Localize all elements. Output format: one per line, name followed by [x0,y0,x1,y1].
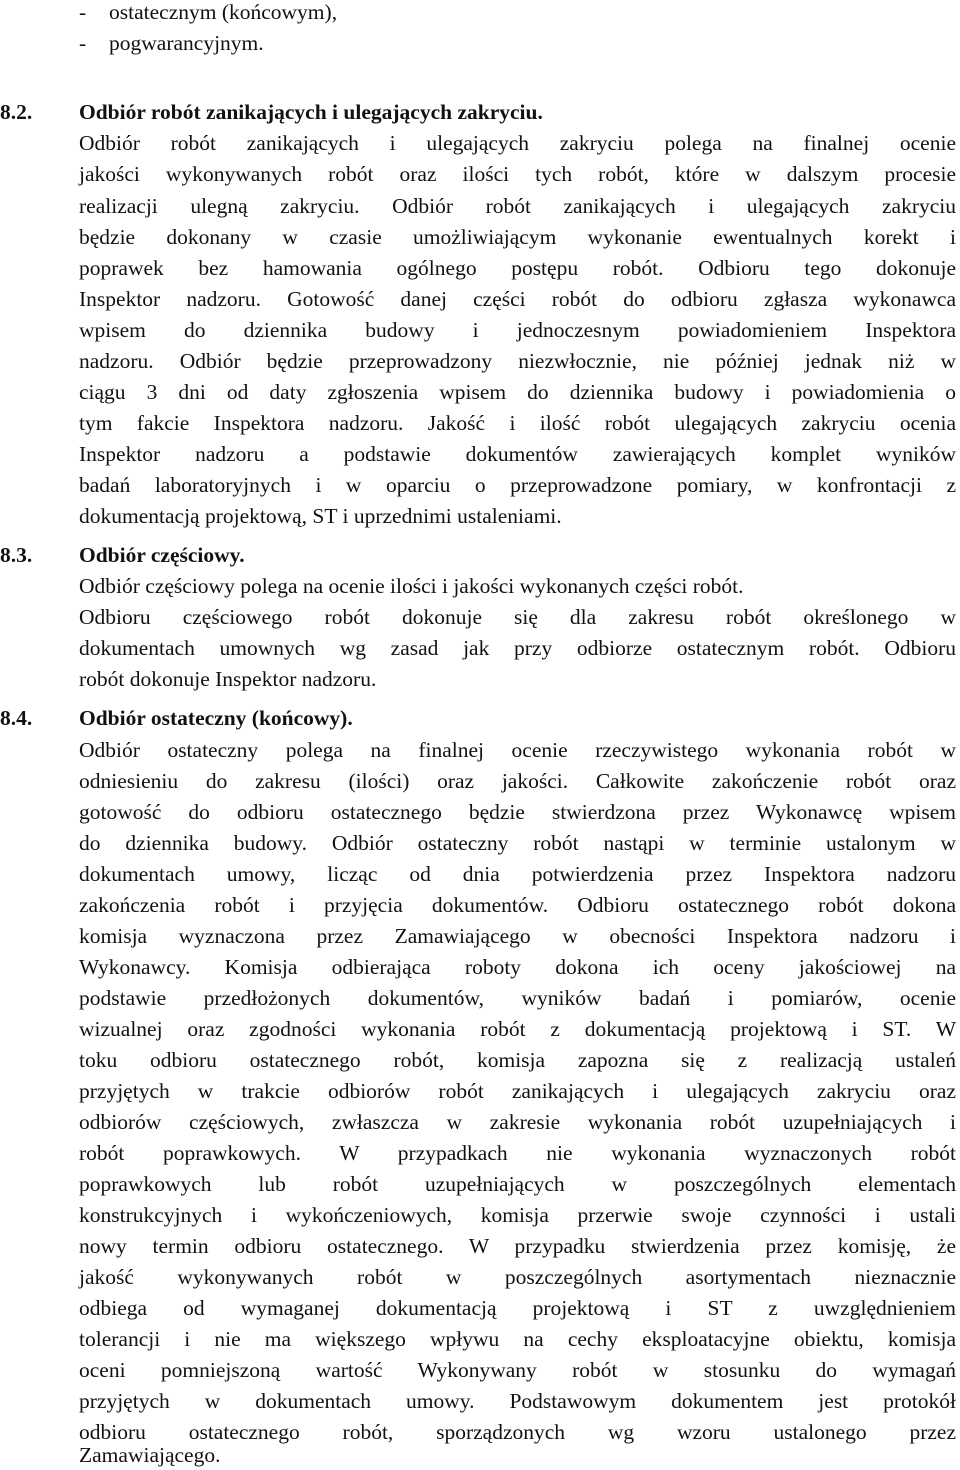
paragraph-line: zakończenia robót i przyjęcia dokumentów. Odbioru ostatecznego robót dokona [79,893,956,917]
paragraph-line: Odbioru częściowego robót dokonuje się dla zakresu robót określonego w [79,605,956,629]
paragraph-line: odbiega od wymaganej dokumentacją projektową i ST z uwzględnieniem [79,1296,956,1320]
section-number: 8.2. [0,100,33,124]
paragraph-line: robót dokonuje Inspektor nadzoru. [79,667,377,691]
paragraph-line: Zamawiającego. [79,1443,221,1467]
paragraph-line: poprawek bez hamowania ogólnego postępu robót. Odbioru tego dokonuje [79,256,956,280]
section-heading: Odbiór częściowy. [79,543,245,567]
paragraph-line: gotowość do odbioru ostatecznego będzie stwierdzona przez Wykonawcę wpisem [79,800,956,824]
paragraph-line: dokumentach umownych wg zasad jak przy odbiorze ostatecznym robót. Odbioru [79,636,956,660]
bullet-text: pogwarancyjnym. [109,31,264,55]
paragraph-line: dokumentacją projektową, ST i uprzednimi ustaleniami. [79,504,562,528]
paragraph-line: przyjętych w trakcie odbiorów robót zanikających i ulegających zakryciu oraz [79,1079,956,1103]
paragraph-line: będzie dokonany w czasie umożliwiającym wykonanie ewentualnych korekt i [79,225,956,249]
paragraph-line: dokumentach umowy, licząc od dnia potwierdzenia przez Inspektora nadzoru [79,862,956,886]
paragraph-line: odbioru ostatecznego robót, sporządzonych wg wzoru ustalonego przez [79,1420,956,1444]
paragraph-line: Odbiór ostateczny polega na finalnej ocenie rzeczywistego wykonania robót w [79,738,956,762]
bullet-dash: - [79,31,87,55]
bullet-dash: - [79,0,87,24]
paragraph-line: poprawkowych lub robót uzupełniających w poszczególnych elementach [79,1172,956,1196]
paragraph-line: Inspektor nadzoru a podstawie dokumentów zawierających komplet wyników [79,442,956,466]
paragraph-line: odbiorów częściowych, zwłaszcza w zakresie wykonania robót uzupełniających i [79,1110,956,1134]
paragraph-line: podstawie przedłożonych dokumentów, wyników badań i pomiarów, ocenie [79,986,956,1010]
paragraph-line: nadzoru. Odbiór będzie przeprowadzony niezwłocznie, nie później jednak niż w [79,349,956,373]
paragraph-line: Odbiór częściowy polega na ocenie ilości i jakości wykonanych części robót. [79,574,744,598]
paragraph-line: do dziennika budowy. Odbiór ostateczny robót nastąpi w terminie ustalonym w [79,831,956,855]
paragraph-line: realizacji ulegną zakryciu. Odbiór robót zanikających i ulegających zakryciu [79,194,956,218]
paragraph-line: konstrukcyjnych i wykończeniowych, komisja przerwie swoje czynności i ustali [79,1203,956,1227]
paragraph-line: nowy termin odbioru ostatecznego. W przypadku stwierdzenia przez komisję, że [79,1234,956,1258]
paragraph-line: komisja wyznaczona przez Zamawiającego w obecności Inspektora nadzoru i [79,924,956,948]
paragraph-line: ciągu 3 dni od daty zgłoszenia wpisem do dziennika budowy i powiadomienia o [79,380,956,404]
paragraph-line: toku odbioru ostatecznego robót, komisja zapozna się z realizacją ustaleń [79,1048,956,1072]
paragraph-line: przyjętych w dokumentach umowy. Podstawowym dokumentem jest protokół [79,1389,956,1413]
paragraph-line: wpisem do dziennika budowy i jednoczesnym powiadomieniem Inspektora [79,318,956,342]
section-heading: Odbiór robót zanikających i ulegających zakryciu. [79,100,543,124]
paragraph-line: wizualnej oraz zgodności wykonania robót z dokumentacją projektową i ST. W [79,1017,956,1041]
section-number: 8.4. [0,706,33,730]
paragraph-line: Wykonawcy. Komisja odbierająca roboty dokona ich oceny jakościowej na [79,955,956,979]
paragraph-line: oceni pomniejszoną wartość Wykonywany robót w stosunku do wymagań [79,1358,956,1382]
section-number: 8.3. [0,543,33,567]
paragraph-line: tym fakcie Inspektora nadzoru. Jakość i ilość robót ulegających zakryciu ocenia [79,411,956,435]
paragraph-line: tolerancji i nie ma większego wpływu na cechy eksploatacyjne obiektu, komisja [79,1327,956,1351]
paragraph-line: odniesieniu do zakresu (ilości) oraz jakości. Całkowite zakończenie robót oraz [79,769,956,793]
paragraph-line: Odbiór robót zanikających i ulegających zakryciu polega na finalnej ocenie [79,131,956,155]
paragraph-line: badań laboratoryjnych i w oparciu o przeprowadzone pomiary, w konfrontacji z [79,473,956,497]
paragraph-line: robót poprawkowych. W przypadkach nie wykonania wyznaczonych robót [79,1141,956,1165]
bullet-item [79,0,337,27]
paragraph-line: Inspektor nadzoru. Gotowość danej części robót do odbioru zgłasza wykonawca [79,287,956,311]
paragraph-line: jakości wykonywanych robót oraz ilości tych robót, które w dalszym procesie [79,162,956,186]
bullet-item [79,28,264,58]
section-heading: Odbiór ostateczny (końcowy). [79,706,353,730]
bullet-text: ostatecznym (końcowym), [109,0,338,24]
paragraph-line: jakość wykonywanych robót w poszczególnych asortymentach nieznacznie [79,1265,956,1289]
